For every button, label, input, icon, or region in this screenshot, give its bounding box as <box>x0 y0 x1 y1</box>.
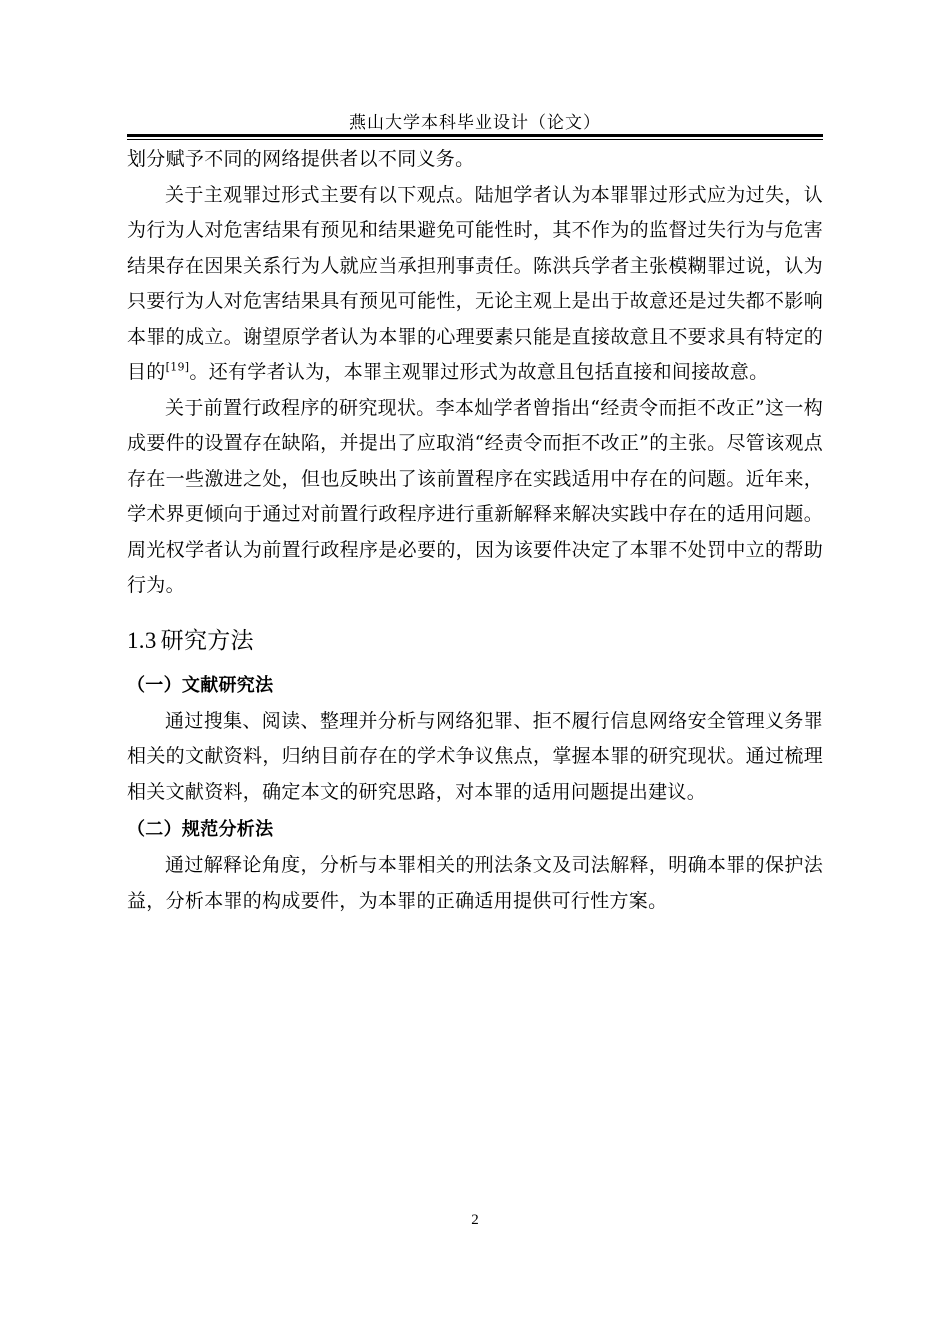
page-header-title: 燕山大学本科毕业设计（论文） <box>349 113 601 133</box>
subsection-heading-normative: （二）规范分析法 <box>127 819 274 840</box>
header-rule-thin <box>127 139 823 140</box>
subsection-heading-literature: （一）文献研究法 <box>127 674 274 696</box>
paragraph-text: 关于主观罪过形式主要有以下观点。陆旭学者认为本罪罪过形式应为过失，认为行为人对危害结果有预见和结果避免可能性时，其不作为的监督过失行为与危害结果存在因果关系行为人就应当承担刑事责任。陈洪兵学者主张模糊罪过说，认为只要行为人对危害结果具有预见可能性，无论主观上是出于故意还是过失都不影响本罪的成立。谢望原学者认为本罪的心理要素只能是直接故意且不要求具有特定的目的 <box>127 183 823 383</box>
paragraph-normative-method: 通过解释论角度，分析与本罪相关的刑法条文及司法解释，明确本罪的保护法益，分析本罪的构成要件，为本罪的正确适用提供可行性方案。 <box>127 854 823 912</box>
header-rule-thick <box>127 134 823 137</box>
section-title: 研究方法 <box>160 627 254 654</box>
paragraph-continuation: 划分赋予不同的网络提供者以不同义务。 <box>127 148 475 170</box>
citation-reference: [19] <box>165 360 190 374</box>
page-number: 2 <box>471 1212 479 1228</box>
body-text <box>127 142 823 919</box>
paragraph-literature-method: 通过搜集、阅读、整理并分析与网络犯罪、拒不履行信息网络安全管理义务罪相关的文献资料，归纳目前存在的学术争议焦点，掌握本罪的研究现状。通过梳理相关文献资料，确定本文的研究思路，对本罪的适用问题提出建议。 <box>127 709 823 803</box>
section-number: 1.3 <box>127 627 157 653</box>
paragraph-text: 。还有学者认为，本罪主观罪过形式为故意且包括直接和间接故意。 <box>189 361 769 383</box>
section-heading <box>127 620 823 662</box>
paragraph-administrative-procedure: 关于前置行政程序的研究现状。李本灿学者曾指出“经责令而拒不改正”这一构成要件的设置存在缺陷，并提出了应取消“经责令而拒不改正”的主张。尽管该观点存在一些激进之处，但也反映出了该前置程序在实践适用中存在的问题。近年来，学术界更倾向于通过对前置行政程序进行重新解释来解决实践中存在的适用问题。周光权学者认为前置行政程序是必要的，因为该要件决定了本罪不处罚中立的帮助行为。 <box>127 396 823 596</box>
paragraph-subjective-fault <box>127 178 823 391</box>
